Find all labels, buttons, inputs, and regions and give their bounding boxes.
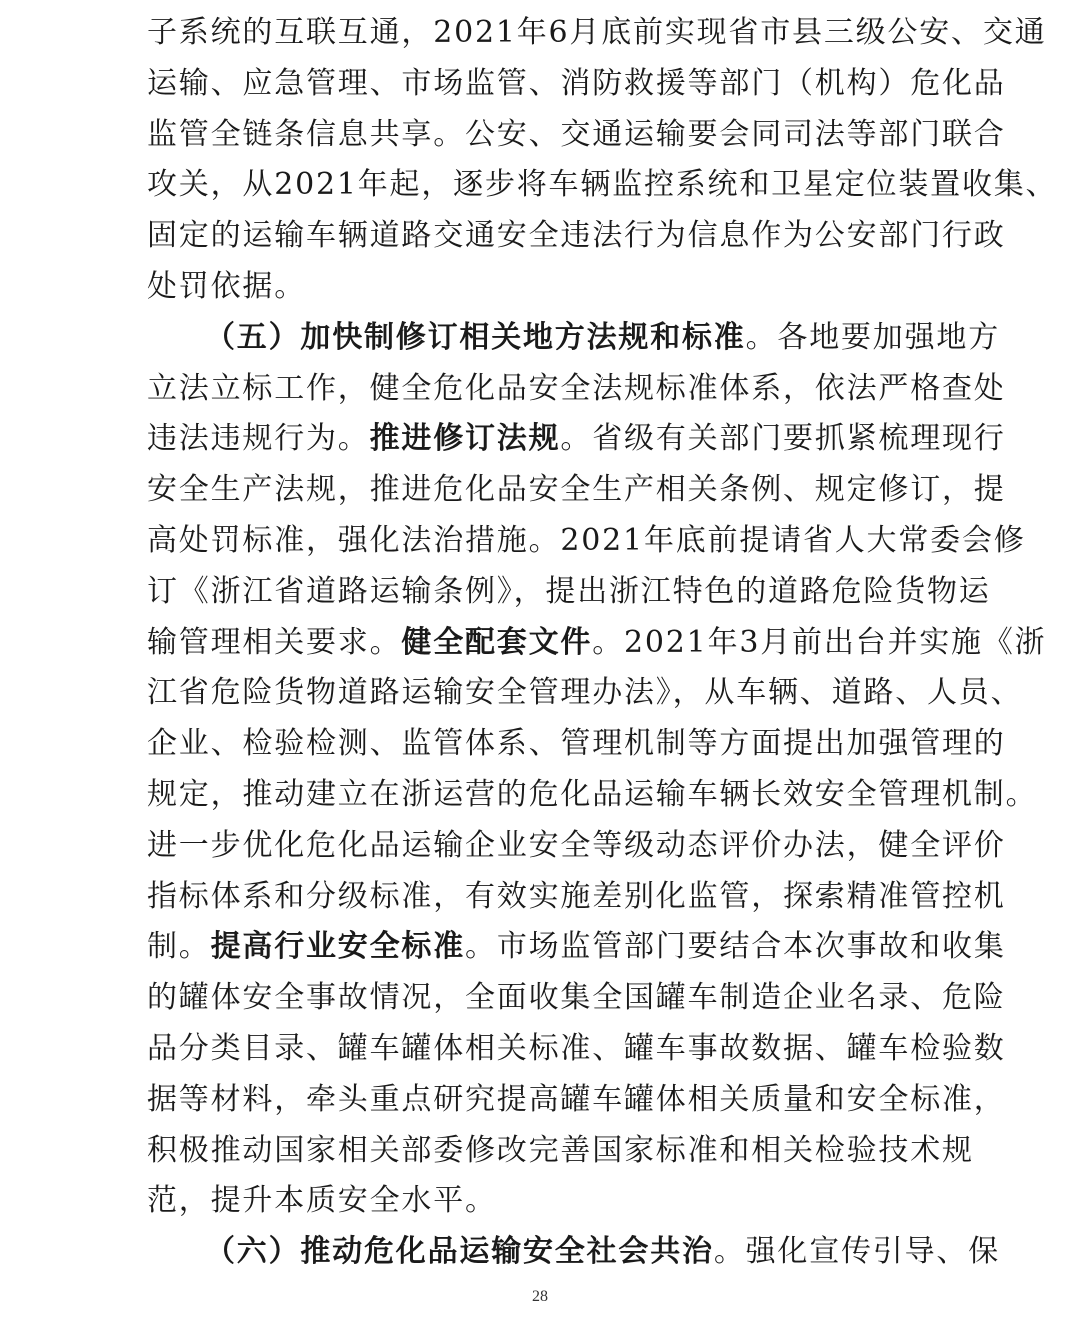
body-text: 攻关，从2021年起，逐步将车辆监控系统和卫星定位装置收集、 — [147, 167, 1058, 203]
body-text: 江省危险货物道路运输安全管理办法》，从车辆、道路、人员、 — [147, 675, 1023, 711]
text-line — [147, 770, 1038, 821]
document-page — [147, 8, 1058, 1278]
body-text: 积极推动国家相关部委修改完善国家标准和相关检验技术规 — [147, 1132, 974, 1168]
body-text: 运输、应急管理、市场监管、消防救援等部门（机构）危化品 — [147, 65, 1006, 101]
text-line — [147, 262, 937, 313]
text-line — [147, 364, 1006, 415]
text-line — [147, 414, 1006, 465]
text-line — [147, 211, 1006, 262]
body-text: 范，提升本质安全水平。 — [147, 1183, 497, 1219]
text-line — [147, 465, 1006, 516]
body-text: 固定的运输车辆道路交通安全违法行为信息作为公安部门行政 — [147, 218, 1006, 254]
bold-heading-text: 提高行业安全标准 — [210, 929, 466, 965]
text-line — [147, 160, 1058, 211]
body-text: 处罚依据。 — [147, 268, 306, 304]
body-text: 企业、检验检测、监管体系、管理机制等方面提出加强管理的 — [147, 726, 1006, 762]
body-text: 进一步优化危化品运输企业安全等级动态评价办法，健全评价 — [147, 827, 1006, 863]
body-text: 据等材料，牵头重点研究提高罐车罐体相关质量和安全标准， — [147, 1081, 1006, 1117]
body-text: 立法立标工作，健全危化品安全法规标准体系，依法严格查处 — [147, 370, 1006, 406]
body-text: 制。 — [147, 929, 211, 965]
text-line — [147, 872, 1006, 923]
text-line — [147, 110, 1006, 161]
text-line — [147, 313, 1001, 364]
document-body — [147, 8, 1058, 1278]
text-line — [147, 922, 1006, 973]
text-line — [147, 1227, 1001, 1278]
body-text: 高处罚标准，强化法治措施。2021年底前提请省人大常委会修 — [147, 522, 1026, 558]
body-text: 。各地要加强地方 — [745, 319, 1001, 355]
text-line — [147, 821, 1006, 872]
text-line — [147, 59, 1006, 110]
body-text: 。省级有关部门要抓紧梳理现行 — [560, 421, 1006, 457]
text-line — [147, 668, 1023, 719]
body-text: 。市场监管部门要结合本次事故和收集 — [465, 929, 1006, 965]
text-line — [147, 719, 1006, 770]
bold-heading-text: 推进修订法规 — [369, 421, 561, 457]
text-line — [147, 973, 1006, 1024]
body-text: 。强化宣传引导、保 — [713, 1234, 1001, 1270]
body-text: 品分类目录、罐车罐体相关标准、罐车事故数据、罐车检验数 — [147, 1030, 1006, 1066]
body-text: 。2021年3月前出台并实施《浙 — [592, 624, 1047, 660]
text-line — [147, 1075, 1006, 1126]
bold-heading-text: 健全配套文件 — [401, 624, 593, 660]
text-line — [147, 8, 1047, 59]
text-line — [147, 1126, 974, 1177]
bold-heading-text: （五）加快制修订相关地方法规和标准 — [205, 319, 746, 355]
text-line — [147, 1024, 1006, 1075]
text-line — [147, 618, 1047, 669]
body-text: 指标体系和分级标准，有效实施差别化监管，探索精准管控机 — [147, 878, 1006, 914]
body-text: 的罐体安全事故情况，全面收集全国罐车制造企业名录、危险 — [147, 980, 1006, 1016]
text-line — [147, 1176, 937, 1227]
text-line — [147, 567, 991, 618]
body-text: 安全生产法规，推进危化品安全生产相关条例、规定修订，提 — [147, 472, 1006, 508]
body-text: 子系统的互联互通，2021年6月底前实现省市县三级公安、交通 — [147, 15, 1047, 50]
body-text: 监管全链条信息共享。公安、交通运输要会同司法等部门联合 — [147, 116, 1006, 152]
text-line — [147, 516, 1026, 567]
page-number: 28 — [532, 1288, 548, 1305]
body-text: 违法违规行为。 — [147, 421, 370, 457]
body-text: 规定，推动建立在浙运营的危化品运输车辆长效安全管理机制。 — [147, 776, 1038, 812]
body-text: 输管理相关要求。 — [147, 624, 402, 660]
bold-heading-text: （六）推动危化品运输安全社会共治 — [205, 1234, 714, 1270]
body-text: 订《浙江省道路运输条例》，提出浙江特色的道路危险货物运 — [147, 573, 991, 609]
